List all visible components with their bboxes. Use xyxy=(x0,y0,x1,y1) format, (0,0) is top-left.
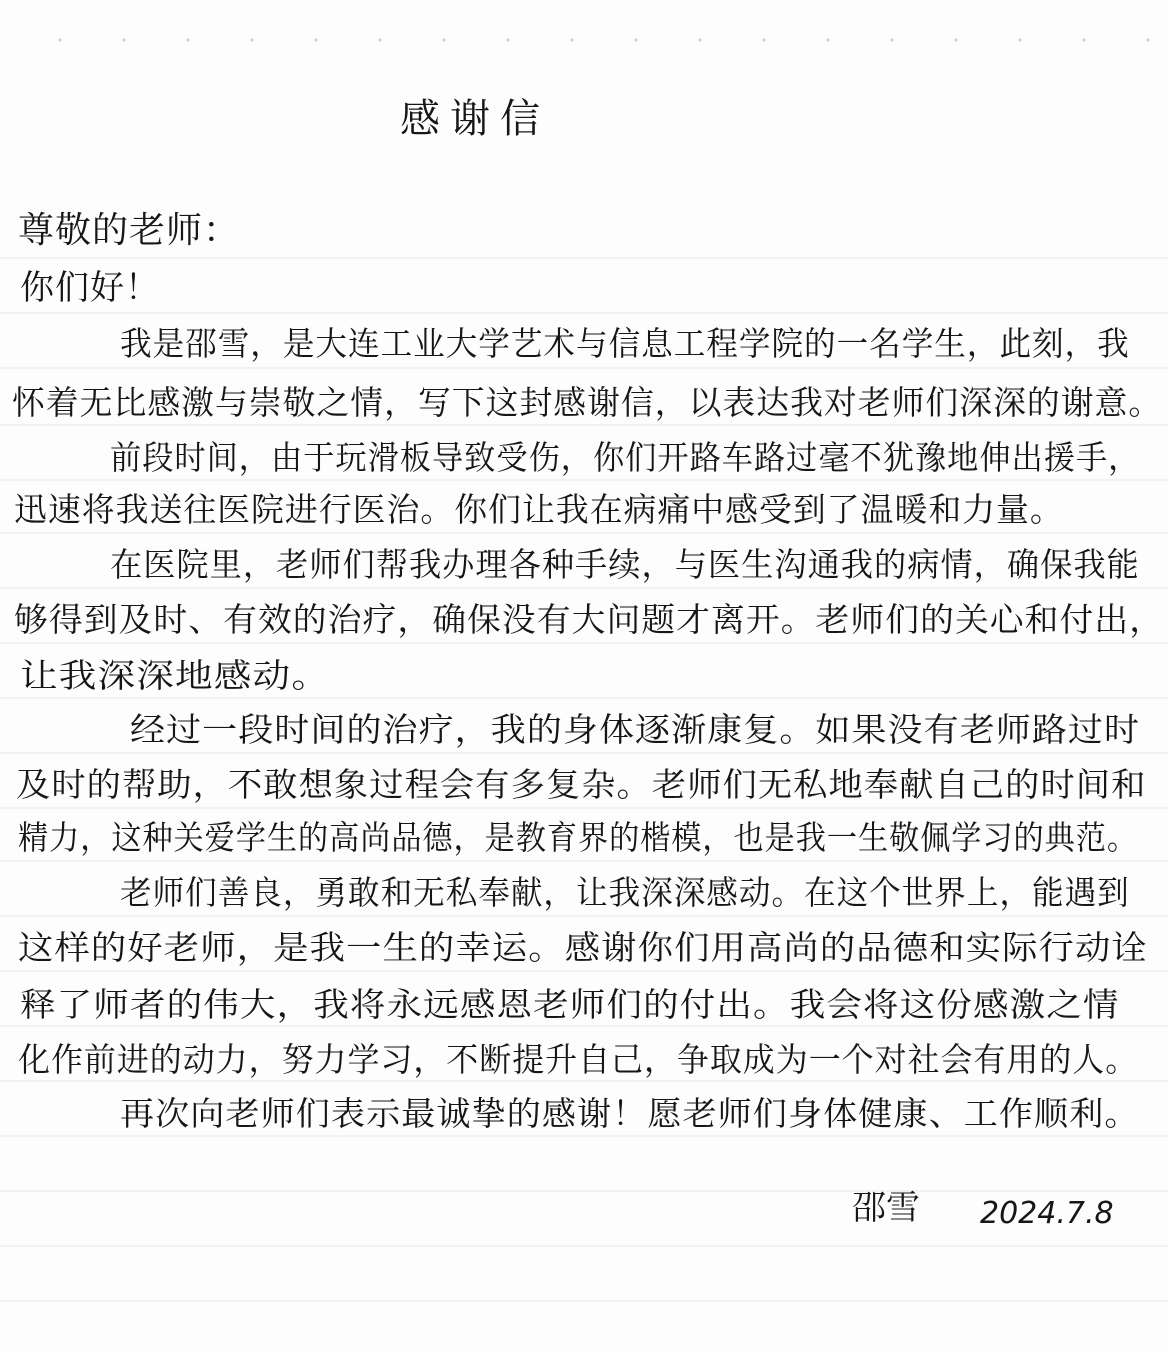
letter-line: 够得到及时、有效的治疗，确保没有大问题才离开。老师们的关心和付出， xyxy=(14,600,1165,639)
letter-line: 精力，这种关爱学生的高尚品德，是教育界的楷模，也是我一生敬佩学习的典范。 xyxy=(18,818,1138,857)
letter-line: 我是邵雪，是大连工业大学艺术与信息工程学院的一名学生，此刻，我 xyxy=(120,324,1130,363)
letter-line: 化作前进的动力，努力学习，不断提升自己，争取成为一个对社会有用的人。 xyxy=(18,1040,1139,1079)
letter-line: 让我深深地感动。 xyxy=(20,656,331,695)
letter-line: 老师们善良，勇敢和无私奉献，让我深深感动。在这个世界上，能遇到 xyxy=(120,873,1130,912)
letter-title: 感谢信 xyxy=(400,96,550,142)
signature-name: 邵雪 xyxy=(852,1188,920,1228)
letter-line: 在医院里，老师们帮我办理各种手续，与医生沟通我的病情，确保我能 xyxy=(110,545,1140,584)
letter-line: 释了师者的伟大，我将永远感恩老师们的付出。我会将这份感激之情 xyxy=(20,985,1120,1024)
salutation: 尊敬的老师： xyxy=(18,210,241,251)
letter-line: 及时的帮助，不敢想象过程会有多复杂。老师们无私地奉献自己的时间和 xyxy=(16,765,1147,804)
letter-line: 怀着无比感激与崇敬之情，写下这封感谢信，以表达我对老师们深深的谢意。 xyxy=(12,383,1163,422)
letter-line: 再次向老师们表示最诚挚的感谢！愿老师们身体健康、工作顺利。 xyxy=(120,1094,1140,1133)
letter-line: 经过一段时间的治疗，我的身体逐渐康复。如果没有老师路过时 xyxy=(130,710,1141,749)
letter-line: 这样的好老师，是我一生的幸运。感谢你们用高尚的品德和实际行动诠 xyxy=(18,928,1148,967)
letter-line: 前段时间，由于玩滑板导致受伤，你们开路车路过毫不犹豫地伸出援手， xyxy=(110,438,1141,477)
letter-line: 迅速将我送往医院进行医治。你们让我在病痛中感受到了温暖和力量。 xyxy=(14,490,1064,529)
signature-date: 2024.7.8 xyxy=(980,1196,1114,1231)
greeting: 你们好！ xyxy=(20,268,160,308)
